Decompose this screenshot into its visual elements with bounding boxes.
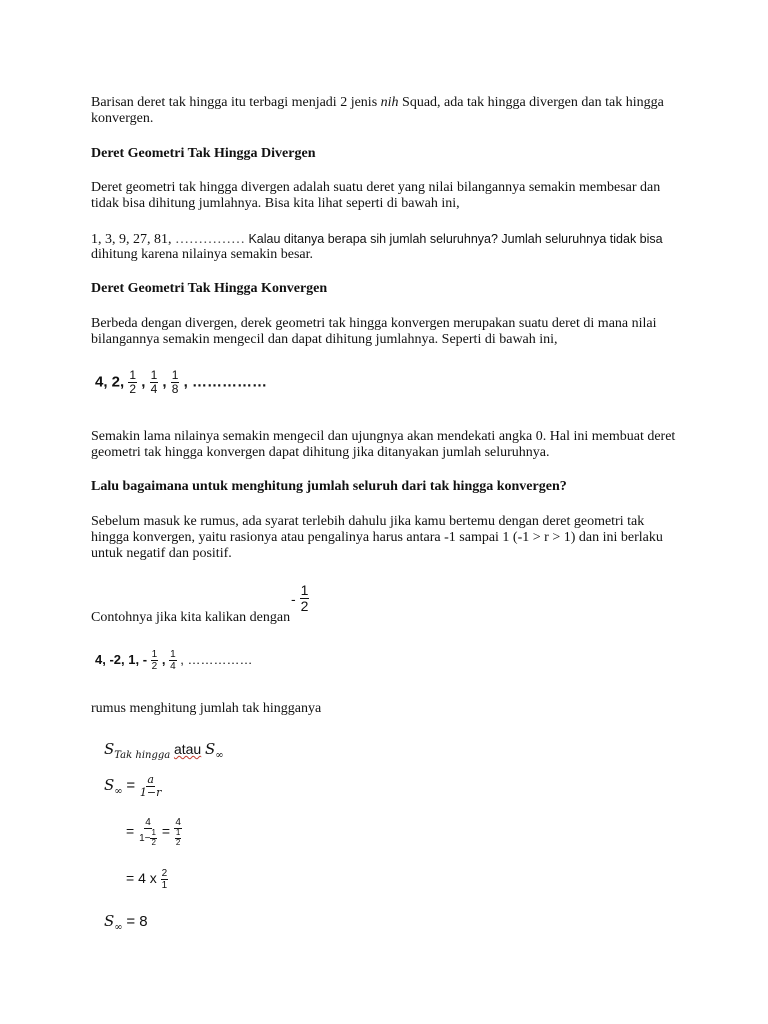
konvergen-paragraph: Berbeda dengan divergen, derek geometri tak hingga konvergen merupakan suatu deret di mana nilai bilangannya semakin mengecil dan dapat dihitung jumlahnya. Seperti di bawah ini,: [91, 316, 657, 347]
intro-paragraph: [91, 95, 681, 127]
konvergen-paragraph-2: Semakin lama nilainya semakin mengecil dan ujungnya akan mendekati angka 0. Hal ini membuat deret geometri tak hingga konvergen dapat dihitung jika ditanyakan jumlah seluruhnya.: [91, 429, 676, 460]
seq-start: 4, 2,: [95, 373, 125, 391]
divergen-example: [91, 231, 691, 248]
formula-line-4: = 4 x $\frac{2}{1}$: [126, 868, 168, 891]
intro-text-1: Barisan deret tak hingga itu terbagi menjadi 2 jenis: [91, 95, 381, 110]
divergen-line2: dihitung karena nilainya semakin besar.: [91, 247, 313, 262]
formula-line-3: = 4 1− $\frac{1}{2}$ = $\frac{4}{\frac{1}{2}}$: [126, 817, 181, 847]
formula-line-1: $S_{Tak hingga}$ atau $S_\infty$: [104, 740, 224, 761]
heading-konvergen: Deret Geometri Tak Hingga Konvergen: [91, 281, 328, 296]
contoh-fraction: - $\frac{1}{2}$: [291, 582, 309, 615]
rumus-label: rumus menghitung jumlah tak hingganya: [91, 701, 322, 716]
intro-text-2: Squad, ada tak hingga divergen dan tak hingga konvergen.: [91, 95, 664, 126]
divergen-dots: ……………: [175, 232, 245, 247]
heading-divergen: Deret Geometri Tak Hingga Divergen: [91, 146, 316, 161]
fraction-a-over-1-minus-r: $\frac{a}{1-r}$: [139, 773, 162, 800]
fraction-1-4b: $\frac{1}{4}$: [170, 649, 176, 672]
divergen-paragraph: Deret geometri tak hingga divergen adalah suatu deret yang nilai bilangannya semakin membesar dan tidak bisa dihitung jumlahnya. Bisa kita lihat seperti di bawah ini,: [91, 180, 661, 211]
fraction-1-4: $\frac{1}{4}$: [150, 368, 158, 397]
intro-italic: nih: [380, 95, 399, 110]
syarat-paragraph: Sebelum masuk ke rumus, ada syarat terlebih dahulu jika kamu bertemu dengan deret geometri tak hingga konvergen, yaitu rasionya atau pengalinya harus antara -1 sampai 1 (-1 > r > 1) dan ini berlaku untuk negatif dan positif.: [91, 514, 663, 561]
contoh-text: Contohnya jika kita kalikan dengan: [91, 610, 291, 625]
konvergen-sequence: 4, 2, $\frac{1}{2}$ , $\frac{1}{4}$ , $\frac{1}{8}$ , ……………: [95, 368, 267, 397]
question-heading: Lalu bagaimana untuk menghitung jumlah seluruh dari tak hingga konvergen?: [91, 479, 567, 494]
formula-result: $S_\infty = 8$: [104, 912, 148, 933]
atau-word: atau: [173, 741, 202, 757]
formula-line-2: $S_\infty$ = $\frac{a}{1-r}$: [104, 773, 162, 800]
contoh-sequence: 4, -2, 1, - $\frac{1}{2}$ , $\frac{1}{4}$ , ……………: [95, 649, 253, 672]
divergen-sequence: 1, 3, 9, 27, 81,: [91, 232, 175, 247]
seq-tail: , ……………: [183, 373, 267, 391]
fraction-1-2b: $\frac{1}{2}$: [151, 649, 158, 672]
divergen-question: Kalau ditanya berapa sih jumlah seluruhnya? Jumlah seluruhnya tidak bisa: [245, 232, 663, 246]
fraction-1-2: $\frac{1}{2}$: [129, 368, 137, 397]
fraction-1-8: $\frac{1}{8}$: [171, 368, 179, 397]
